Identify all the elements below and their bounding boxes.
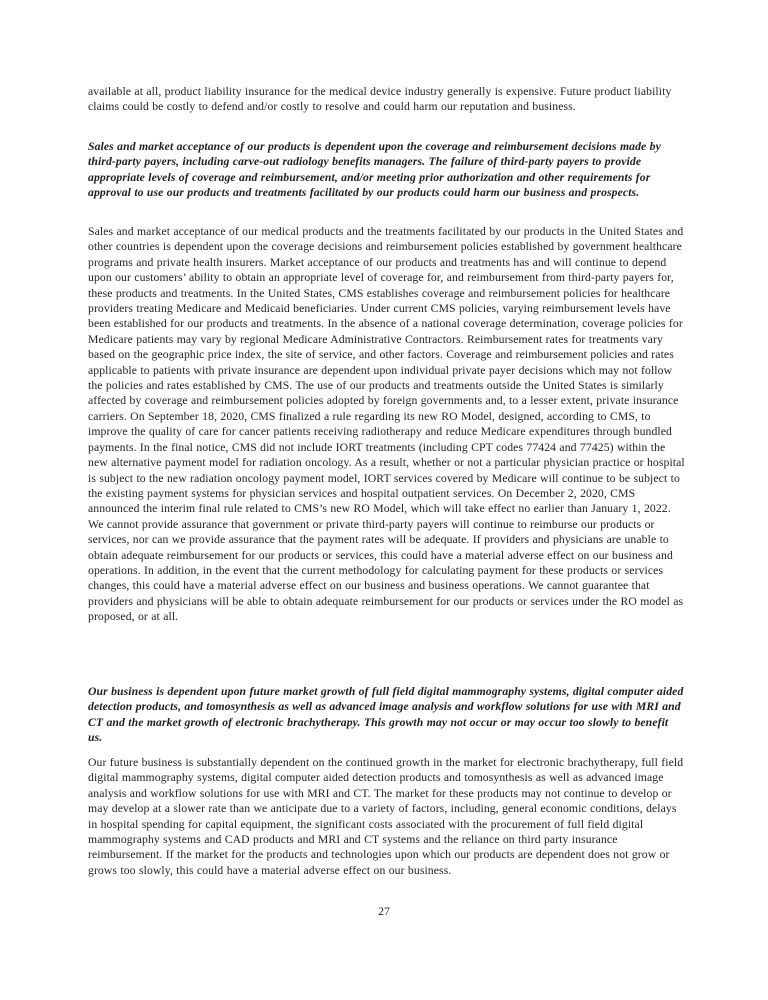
page-number: 27 xyxy=(378,905,390,918)
paragraph-market-growth: Our future business is substantially dependent on the continued growth in the market for electronic brachytherapy, full field digital mammography systems, digital computer aided detection products and tomosynthesis as well as advanced image analysis and workflow solutions for use with MRI and CT. The market for these products may not continue to develop or may develop at a slower rate than we anticipate due to a variety of factors, including, general economic conditions, delays in hospital spending for capital equipment, the significant costs associated with the procurement of full field digital mammography systems and CAD products and MRI and CT systems and the reliance on third party insurance reimbursement. If the market for the products and technologies upon which our products are dependent does not grow or grows too slowly, this could have a material adverse effect on our business. xyxy=(88,756,684,877)
paragraph-reimbursement: Sales and market acceptance of our medical products and the treatments facilitated by our products in the United States and other countries is dependent upon the coverage decisions and reimbursement policies established by government healthcare programs and private health insurers. Market acceptance of our products and treatments has and will continue to depend upon our customers’ ability to obtain an appropriate level of coverage for, and reimbursement from third-party payers for, these products and treatments. In the United States, CMS establishes coverage and reimbursement policies for healthcare providers treating Medicare and Medicaid beneficiaries. Under current CMS policies, varying reimbursement levels have been established for our products and treatments. In the absence of a national coverage determination, coverage policies for Medicare patients may vary by regional Medicare Administrative Contractors. Reimbursement rates for treatments vary based on the geographic price index, the site of service, and other factors. Coverage and reimbursement policies and rates applicable to patients with private insurance are dependent upon individual private payer decisions which may not follow the policies and rates established by CMS. The use of our products and treatments outside the United States is similarly affected by coverage and reimbursement policies adopted by foreign governments and, to a lesser extent, private insurance carriers. On September 18, 2020, CMS finalized a rule regarding its new RO Model, designed, according to CMS, to improve the quality of care for cancer patients receiving radiotherapy and reduce Medicare expenditures through bundled payments. In the final notice, CMS did not include IORT treatments (including CPT codes 77424 and 77425) within the new alternative payment model for radiation oncology. As a result, whether or not a particular physician practice or hospital is subject to the new radiation oncology payment model, IORT services covered by Medicare will continue to be subject to the existing payment systems for physician services and hospital outpatient services. On December 2, 2020, CMS announced the interim final rule related to CMS’s new RO Model, which will take effect no earlier than January 1, 2022. We cannot provide assurance that government or private third-party payers will continue to reimburse our products or services, nor can we provide assurance that the payment rates will be adequate. If providers and physicians are unable to obtain adequate reimbursement for our products or services, this could have a material adverse effect on our business and operations. In addition, in the event that the current methodology for calculating payment for these products or services changes, this could have a material adverse effect on our business and business operations. We cannot guarantee that providers and physicians will be able to obtain adequate reimbursement for our products or services under the RO model as proposed, or at all. xyxy=(88,225,685,624)
paragraph-product-liability: available at all, product liability insurance for the medical device industry generally is expensive. Future product liability claims could be costly to defend and/or costly to resolve and could harm our reputation and business. xyxy=(88,85,672,114)
risk-heading-market-growth: Our business is dependent upon future market growth of full field digital mammography systems, digital computer aided detection products, and tomosynthesis as well as advanced image analysis and workflow solutions for use with MRI and CT and the market growth of electronic brachytherapy. This growth may not occur or may occur too slowly to benefit us. xyxy=(88,685,684,745)
risk-heading-reimbursement: Sales and market acceptance of our products is dependent upon the coverage and reimbursement decisions made by third-party payers, including carve-out radiology benefits managers. The failure of third-party payers to provide appropriate levels of coverage and reimbursement, and/or meeting prior authorization and other requirements for approval to use our products and treatments facilitated by our products could harm our business and prospects. xyxy=(88,140,661,200)
